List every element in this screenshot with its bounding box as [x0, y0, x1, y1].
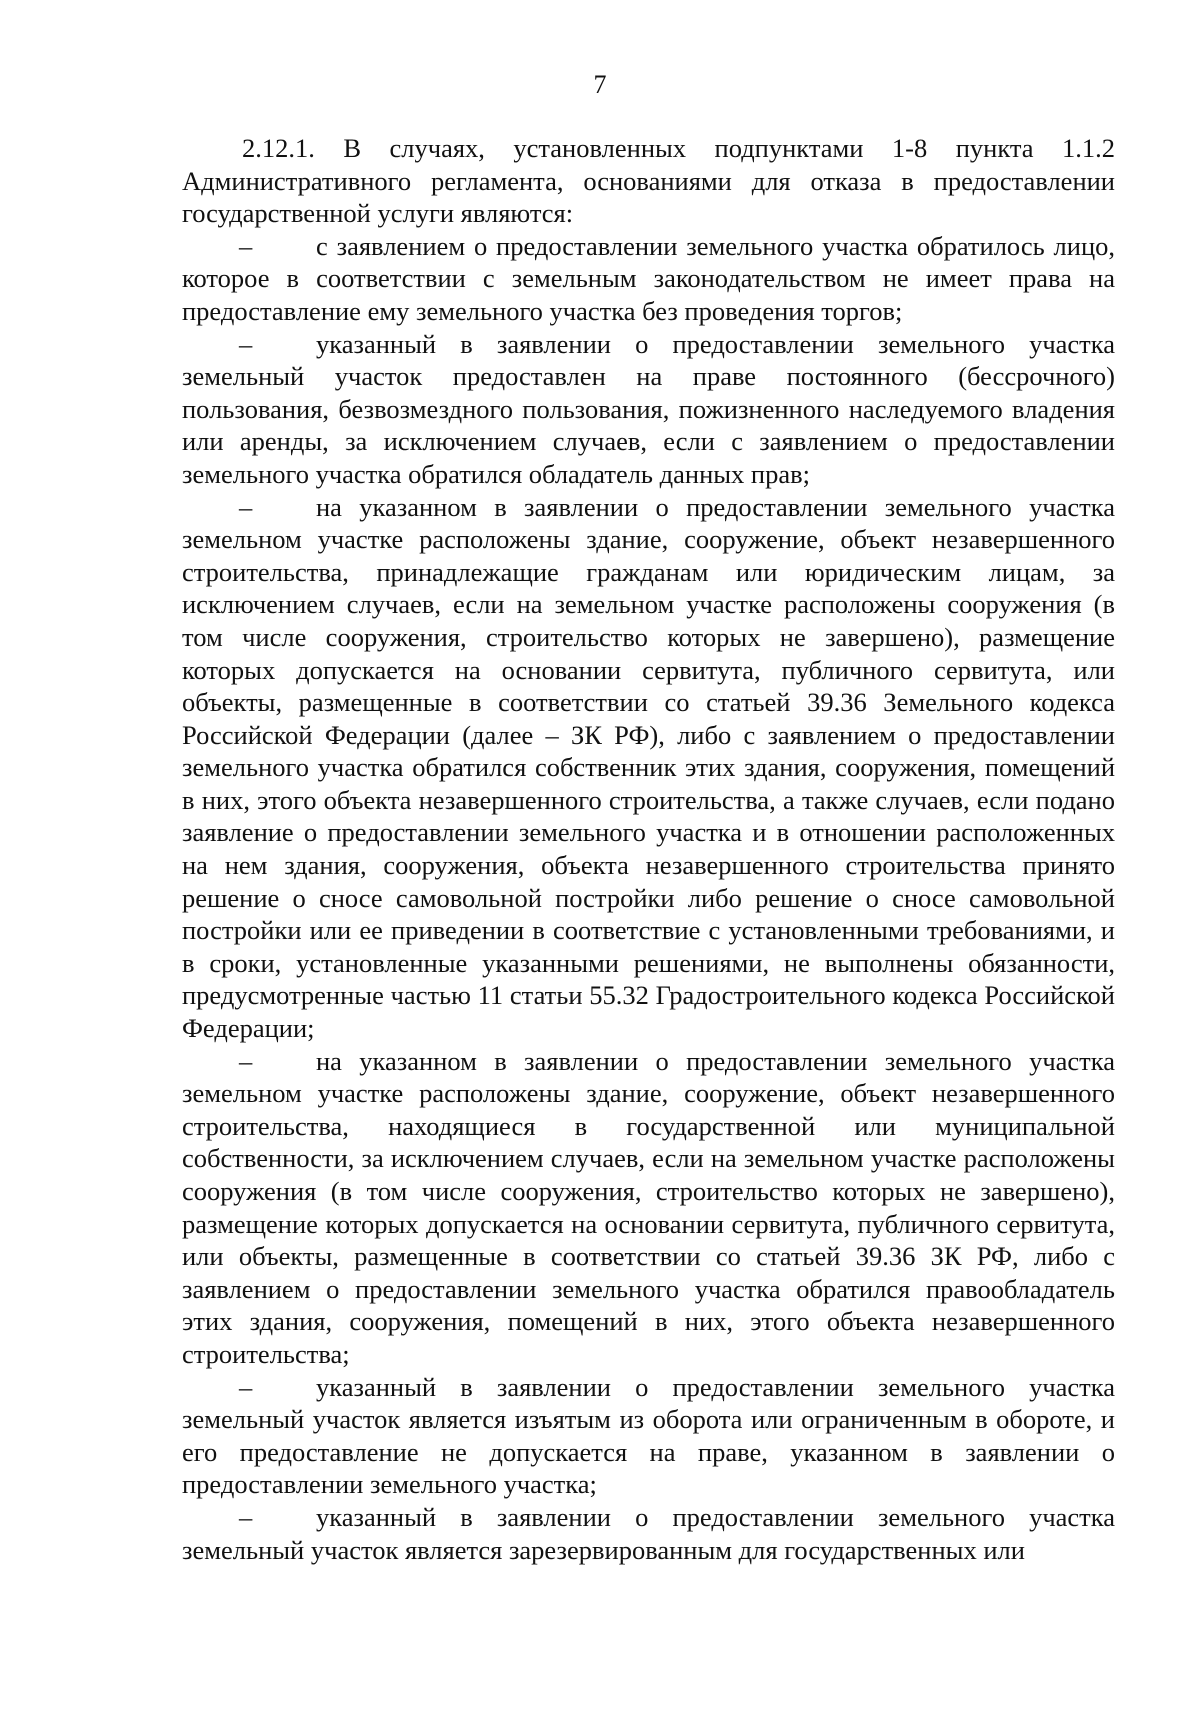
document-body — [182, 132, 1115, 1566]
dash-marker: – — [239, 1501, 253, 1532]
list-item — [182, 1371, 1115, 1501]
list-item-text: указанный в заявлении о предоставлении земельного участка земельный участок является зарезервированным для государственных или — [182, 1501, 1115, 1565]
list-item — [182, 1045, 1115, 1371]
dash-marker: – — [239, 230, 253, 261]
list-item-text: указанный в заявлении о предоставлении земельного участка земельный участок является изъятым из оборота или ограниченным в обороте, и его предоставление не допускается на праве, указанном в заявлении о предоставлении земельного участка; — [182, 1371, 1115, 1500]
list-item — [182, 328, 1115, 491]
list-item-text: с заявлением о предоставлении земельного участка обратилось лицо, которое в соответствии с земельным законодательством не имеет права на предоставление ему земельного участка без проведения торгов; — [182, 230, 1115, 326]
list-item-text: на указанном в заявлении о предоставлении земельного участка земельном участке расположены здание, сооружение, объект незавершенного строительства, принадлежащие гражданам или юридическим лицам, за исключением случаев, если на земельном участке расположены сооружения (в том числе сооружения, строительство которых не завершено), размещение которых допускается на основании сервитута, публичного сервитута, или объекты, размещенные в соответствии со статьей 39.36 Земельного кодекса Российской Федерации (далее – ЗК РФ), либо с заявлением о предоставлении земельного участка обратился собственник этих здания, сооружения, помещений в них, этого объекта незавершенного строительства, а также случаев, если подано заявление о предоставлении земельного участка и в отношении расположенных на нем здания, сооружения, объекта незавершенного строительства принято решение о сносе самовольной постройки либо решение о сносе самовольной постройки или ее приведении в соответствие с установленными требованиями, и в сроки, установленные указанными решениями, не выполнены обязанности, предусмотренные частью 11 статьи 55.32 Градостроительного кодекса Российской Федерации; — [182, 491, 1115, 1044]
list-item-text: на указанном в заявлении о предоставлении земельного участка земельном участке расположены здание, сооружение, объект незавершенного строительства, находящиеся в государственной или муниципальной собственности, за исключением случаев, если на земельном участке расположены сооружения (в том числе сооружения, строительство которых не завершено), размещение которых допускается на основании сервитута, публичного сервитута, или объекты, размещенные в соответствии со статьей 39.36 ЗК РФ, либо с заявлением о предоставлении земельного участка обратился правообладатель этих здания, сооружения, помещений в них, этого объекта незавершенного строительства; — [182, 1045, 1115, 1369]
list-item — [182, 230, 1115, 328]
dash-marker: – — [239, 1045, 253, 1076]
page-number: 7 — [593, 70, 607, 99]
section-intro-paragraph: 2.12.1. В случаях, установленных подпунктами 1-8 пункта 1.1.2 Административного регламента, основаниями для отказа в предоставлении государственной услуги являются: — [182, 133, 1115, 229]
list-item — [182, 491, 1115, 1045]
dash-marker: – — [239, 491, 253, 522]
dash-marker: – — [239, 328, 253, 359]
list-item — [182, 1501, 1115, 1566]
dash-marker: – — [239, 1371, 253, 1402]
list-item-text: указанный в заявлении о предоставлении земельного участка земельный участок предоставлен на праве постоянного (бессрочного) пользования, безвозмездного пользования, пожизненного наследуемого владения или аренды, за исключением случаев, если с заявлением о предоставлении земельного участка обратился обладатель данных прав; — [182, 328, 1115, 489]
